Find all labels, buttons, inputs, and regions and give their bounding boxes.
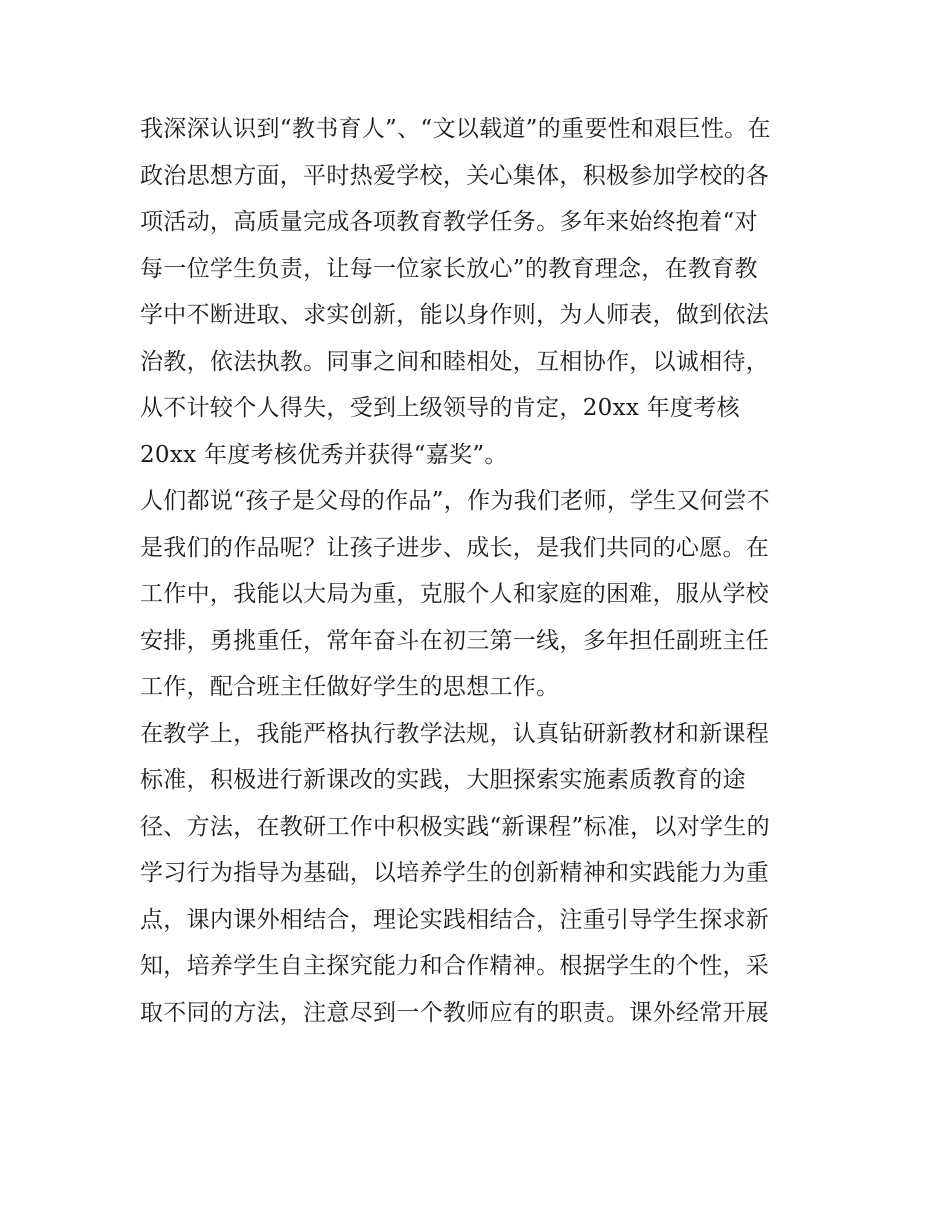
text-line: 政治思想方面，平时热爱学校，关心集体，积极参加学校的各 (140, 162, 770, 189)
text-line: 每一位学生负责，让每一位家长放心”的教育理念，在教育教 (140, 255, 758, 282)
text-line: 从不计较个人得失，受到上级领导的肯定，20xx 年度考核 (140, 395, 740, 421)
text-line: 20xx 年度考核优秀并获得“嘉奖”。 (140, 441, 508, 468)
text-line: 项活动，高质量完成各项教育教学任务。多年来始终抱着“对 (140, 209, 758, 235)
text-line: 是我们的作品呢？让孩子进步、成长，是我们共同的心愿。在 (140, 534, 770, 561)
text-line: 标准，积极进行新课改的实践，大胆探索实施素质教育的途 (140, 767, 746, 793)
text-line: 知，培养学生自主探究能力和合作精神。根据学生的个性，采 (140, 953, 770, 979)
text-line: 学中不断进取、求实创新，能以身作则，为人师表，做到依法 (140, 302, 770, 328)
text-line: 治教，依法执教。同事之间和睦相处，互相协作，以诚相待， (140, 348, 770, 375)
text-line: 取不同的方法，注意尽到一个教师应有的职责。课外经常开展 (140, 999, 770, 1026)
text-line: 径、方法，在教研工作中积极实践“新课程”标准，以对学生的 (140, 813, 770, 840)
text-line: 工作，配合班主任做好学生的思想工作。 (140, 674, 560, 700)
document-body (140, 106, 820, 1036)
text-line: 点，课内课外相结合，理论实践相结合，注重引导学生探求新 (140, 906, 770, 933)
text-line: 工作中，我能以大局为重，克服个人和家庭的困难，服从学校 (140, 581, 770, 607)
text-line: 安排，勇挑重任，常年奋斗在初三第一线，多年担任副班主任 (140, 627, 770, 654)
text-line: 人们都说“孩子是父母的作品”，作为我们老师，学生又何尝不 (140, 488, 770, 514)
text-line: 在教学上，我能严格执行教学法规，认真钻研新教材和新课程 (140, 720, 770, 747)
text-line: 我深深认识到“教书育人”、“文以载道”的重要性和艰巨性。在 (140, 116, 771, 142)
text-line: 学习行为指导为基础，以培养学生的创新精神和实践能力为重 (140, 860, 770, 886)
